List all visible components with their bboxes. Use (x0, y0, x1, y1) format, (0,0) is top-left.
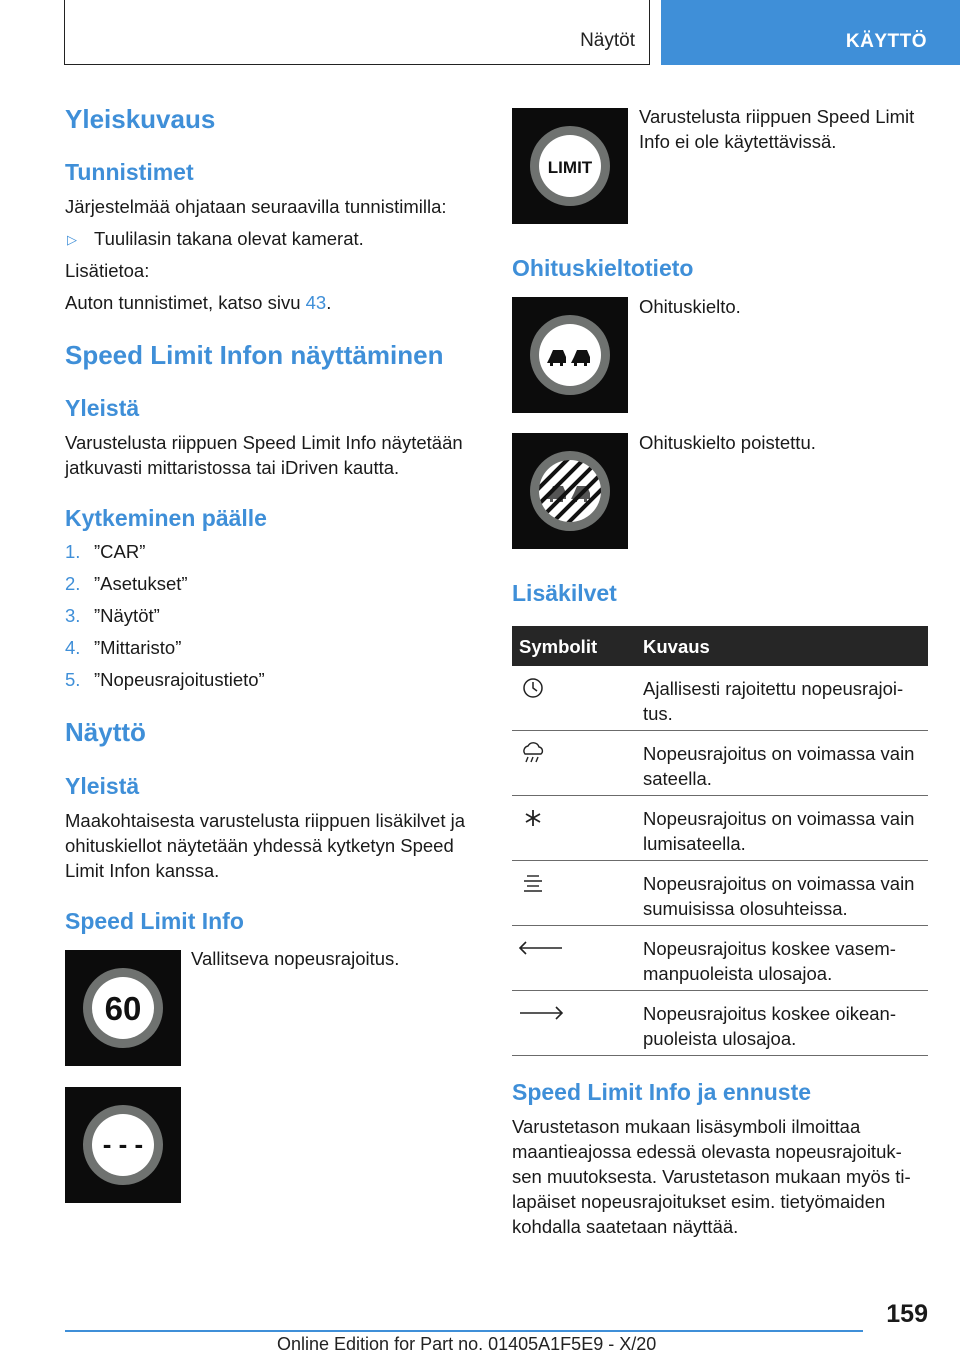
step-number: 3. (65, 605, 81, 626)
general-text-2c: Limit Infon kanssa. (65, 860, 220, 881)
col-desc-header: Kuvaus (643, 636, 710, 657)
limit-desc-a: Varustelusta riippuen Speed Limit (639, 106, 915, 127)
row-description: Nopeusrajoitus on voimassa vain sumuisissa olosuhteissa. (643, 873, 915, 919)
forecast-line: lapäiset nopeusrajoitukset esim. tietyömaiden (512, 1191, 886, 1212)
overtaking-lifted-sign (512, 433, 628, 549)
overtake-heading: Ohituskieltotieto (512, 255, 694, 281)
page-link[interactable]: 43 (305, 292, 327, 313)
general-text-1b: jatkuvasti mittaristossa tai iDriven kautta. (65, 457, 400, 478)
col-symbol-header: Symbolit (519, 636, 598, 657)
sign-dashes-text: - - - (102, 1129, 144, 1159)
header-section-title: Näytöt (580, 30, 635, 51)
overtake-ban-text: Ohituskielto. (639, 296, 741, 317)
step-number: 4. (65, 637, 81, 658)
snowflake-icon (516, 806, 550, 830)
display-heading: Speed Limit Infon näyttäminen (65, 340, 444, 370)
footer-edition: Online Edition for Part no. 01405A1F5E9 - X/20 (277, 1334, 657, 1354)
footer-divider (65, 1330, 863, 1332)
forecast-line: kohdalla saatetaan näyttää. (512, 1216, 739, 1237)
general-text-2a: Maakohtaisesta varustelusta riippuen lisäkilvet ja (65, 810, 466, 831)
general-heading-1: Yleistä (65, 395, 140, 421)
row-description: Nopeusrajoitus koskee vasem- manpuoleista ulosajoa. (643, 938, 896, 984)
step-number: 2. (65, 573, 81, 594)
table-row (512, 991, 928, 1056)
forecast-heading: Speed Limit Info ja ennuste (512, 1079, 812, 1105)
clock-icon (516, 676, 550, 700)
additional-signs-table (512, 626, 928, 1056)
table-row (512, 861, 928, 926)
header-chapter-title: KÄYTTÖ (845, 31, 927, 52)
limit-sign-text: LIMIT (547, 158, 593, 177)
forecast-line: sen muutoksesta. Varustetason mukaan myös ti- (512, 1166, 911, 1187)
table-row (512, 731, 928, 796)
table-row (512, 666, 928, 731)
header-chapter-box (661, 0, 960, 65)
general-heading-2: Yleistä (65, 773, 140, 799)
step-number: 1. (65, 541, 81, 562)
step-text: ”Asetukset” (94, 573, 188, 594)
step-text: ”Näytöt” (94, 605, 160, 626)
table-row (512, 796, 928, 861)
overview-heading: Yleiskuvaus (65, 104, 216, 134)
general-text-2b: ohituskiellot näytetään yhdessä kytketyn Speed (65, 835, 454, 856)
sli-current-text: Vallitseva nopeusrajoitus. (191, 948, 400, 969)
screen-heading: Näyttö (65, 717, 146, 747)
sensors-intro: Järjestelmää ohjataan seuraavilla tunnistimilla: (65, 196, 447, 217)
speed-limit-60-sign (65, 950, 181, 1066)
general-text-1a: Varustelusta riippuen Speed Limit Info näytetään (65, 432, 463, 453)
fog-icon (516, 871, 550, 895)
no-overtaking-sign (512, 297, 628, 413)
arrow-right-icon (516, 1001, 566, 1025)
step-text: ”Nopeusrajoitustieto” (94, 669, 265, 690)
step-text: ”CAR” (94, 541, 146, 562)
limit-unavailable-sign (512, 108, 628, 224)
row-description: Nopeusrajoitus on voimassa vain sateella. (643, 743, 915, 789)
row-description: Ajallisesti rajoitettu nopeusrajoi- tus. (643, 678, 904, 724)
forecast-line: maantieajossa edessä olevasta nopeusrajoituk- (512, 1141, 902, 1162)
forecast-line: Varustetason mukaan lisäsymboli ilmoittaa (512, 1116, 861, 1137)
table-header (512, 626, 928, 666)
arrow-left-icon (516, 936, 566, 960)
more-info-label: Lisätietoa: (65, 260, 150, 281)
bullet-triangle-icon: ▷ (67, 232, 77, 247)
more-info-text: Auton tunnistimet, katso sivu 43. (65, 292, 332, 313)
step-number: 5. (65, 669, 81, 690)
rain-cloud-icon (516, 741, 550, 765)
sensors-bullet: Tuulilasin takana olevat kamerat. (94, 228, 364, 249)
row-description: Nopeusrajoitus on voimassa vain lumisateella. (643, 808, 915, 854)
sensors-heading: Tunnistimet (65, 159, 194, 185)
row-description: Nopeusrajoitus koskee oikean- puoleista ulosajoa. (643, 1003, 896, 1049)
sign-60-text: 60 (104, 990, 142, 1027)
sli-heading: Speed Limit Info (65, 908, 244, 934)
speed-limit-unknown-sign (65, 1087, 181, 1203)
page-number: 159 (886, 1300, 928, 1328)
step-text: ”Mittaristo” (94, 637, 182, 658)
switch-on-heading: Kytkeminen päälle (65, 505, 267, 531)
limit-desc-b: Info ei ole käytettävissä. (639, 131, 837, 152)
table-row (512, 926, 928, 991)
overtake-lifted-text: Ohituskielto poistettu. (639, 432, 816, 453)
header-section-box (64, 0, 650, 65)
additional-signs-heading: Lisäkilvet (512, 580, 617, 606)
